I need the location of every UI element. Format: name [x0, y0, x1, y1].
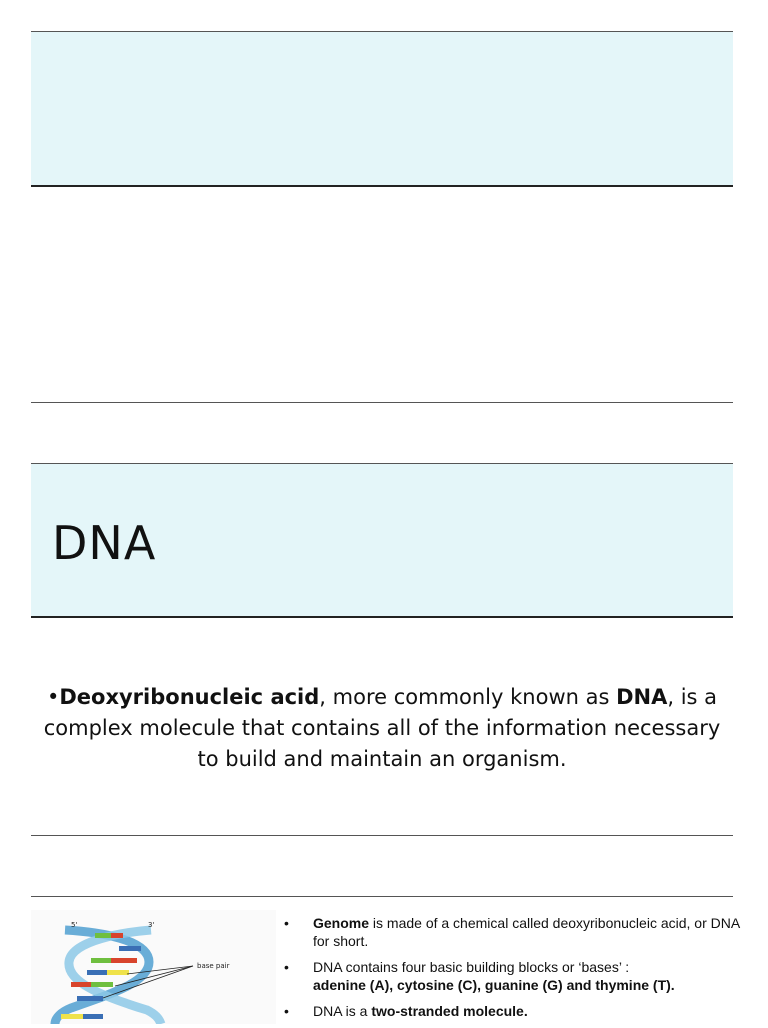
intro-bullet: •: [46, 685, 60, 709]
intro-term: Deoxyribonucleic acid: [59, 685, 320, 709]
base-pair-label: base pair: [197, 962, 230, 970]
slide-title: DNA: [52, 516, 157, 570]
intro-rest: , is a complex molecule that contains all of the information necessary to build and maintain an organism.: [43, 685, 721, 771]
divider: [31, 616, 733, 618]
three-prime-label: 3': [148, 921, 155, 929]
bullet-item-genome: [284, 914, 754, 950]
base-pair-segment: [91, 958, 111, 963]
base-pair-segment: [107, 970, 129, 975]
base-pair-pointer: [115, 966, 193, 986]
base-pair-segment: [119, 946, 141, 951]
bullet-bold-tail: adenine (A), cytosine (C), guanine (G) and thymine (T).: [313, 977, 675, 993]
base-pair-segment: [61, 1014, 83, 1019]
dna-helix-figure: [31, 910, 276, 1024]
base-pair-segment: [91, 982, 113, 987]
base-pair-segment: [87, 970, 107, 975]
bullet-item-two-stranded: [284, 1002, 754, 1020]
bullet-bold-lead: Genome: [313, 915, 370, 931]
base-pair-pointer: [127, 966, 193, 974]
bullet-text: DNA is a: [313, 1003, 372, 1019]
bullet-bold-tail: two-stranded molecule.: [371, 1003, 528, 1019]
bullet-text: DNA contains four basic building blocks or ‘bases’ :: [313, 959, 630, 975]
base-pair-segment: [71, 982, 91, 987]
divider: [31, 402, 733, 403]
five-prime-label: 5': [71, 921, 78, 929]
divider: [31, 185, 733, 187]
intro-paragraph: [36, 682, 728, 775]
base-pair-segment: [95, 933, 111, 938]
base-pair-segment: [111, 933, 123, 938]
bullet-item-bases: [284, 958, 754, 994]
divider: [31, 463, 733, 464]
base-pair-segment: [111, 958, 137, 963]
divider: [31, 896, 733, 897]
bullet-text: is made of a chemical called deoxyribonucleic acid, or DNA for short.: [313, 915, 740, 949]
base-pair-segment: [77, 996, 103, 1001]
intro-abbr: DNA: [616, 685, 668, 709]
bullet-list: [284, 914, 754, 1028]
base-pair-segment: [83, 1014, 103, 1019]
divider: [31, 31, 733, 32]
dna-helix-illustration: [31, 910, 276, 1024]
blank-slide-title-band: [31, 31, 733, 186]
divider: [31, 835, 733, 836]
intro-mid: , more commonly known as: [319, 685, 617, 709]
